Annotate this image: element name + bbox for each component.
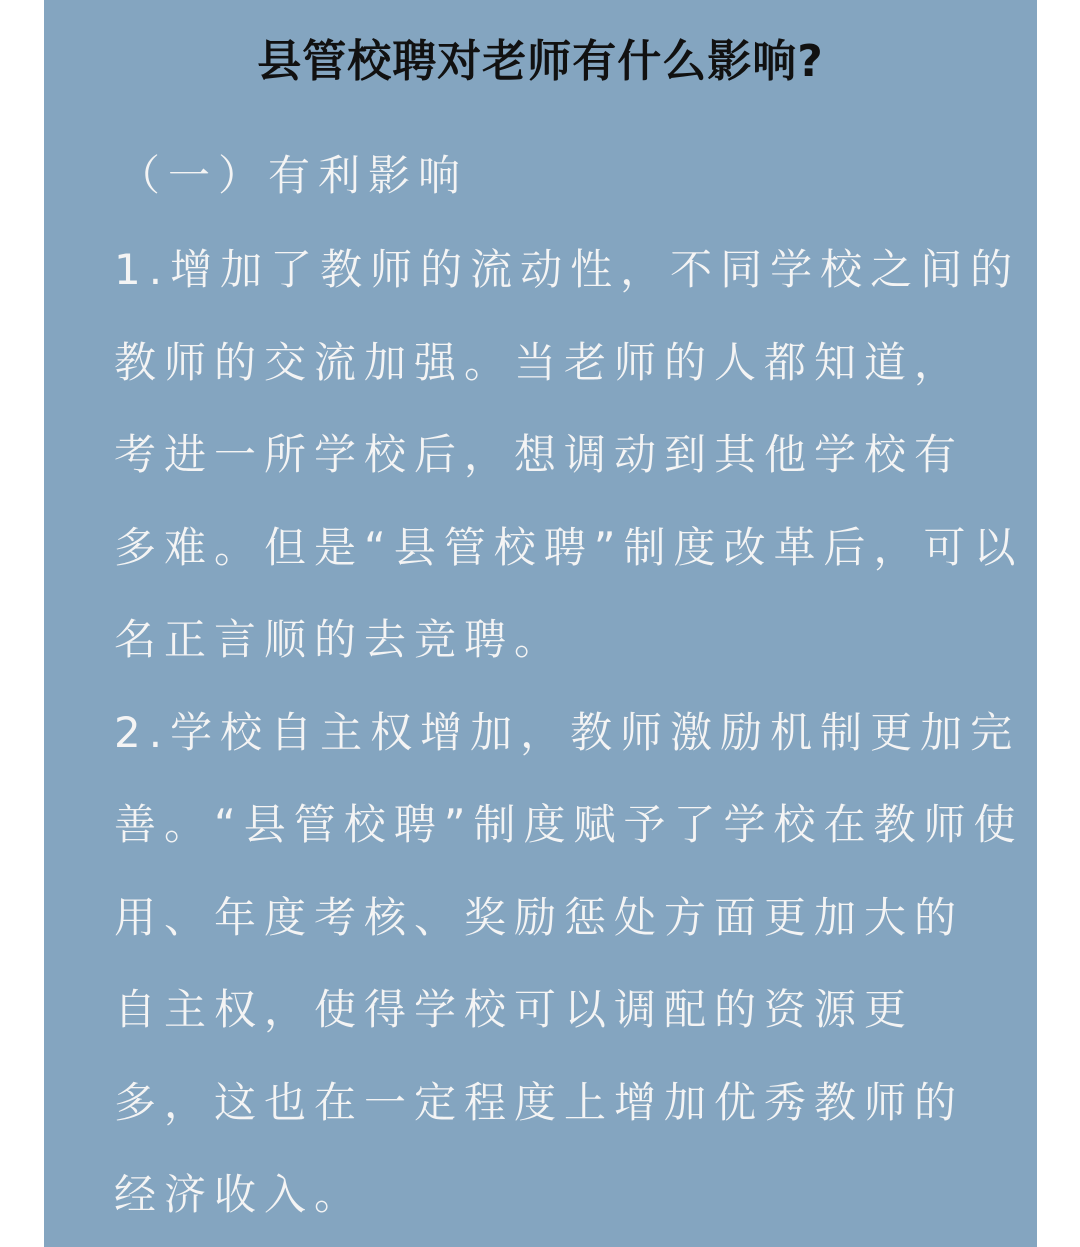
body-line: 用、年度考核、奖励惩处方面更加大的	[114, 892, 965, 942]
body-line: 多，这也在一定程度上增加优秀教师的	[114, 1077, 965, 1127]
body-line: 多难。但是“县管校聘”制度改革后，可以	[114, 522, 1024, 572]
section-heading: （一）有利影响	[118, 151, 469, 200]
body-line: 自主权，使得学校可以调配的资源更	[114, 985, 915, 1034]
body-line: 善。“县管校聘”制度赋予了学校在教师使	[114, 800, 1024, 849]
body-line: 考进一所学校后，想调动到其他学校有	[114, 430, 965, 479]
body-line: 名正言顺的去竞聘。	[114, 615, 565, 664]
article-panel	[44, 0, 1037, 1247]
body-line: 经济收入。	[114, 1170, 365, 1219]
article-body	[114, 240, 1037, 1247]
body-line: 教师的交流加强。当老师的人都知道，	[114, 337, 965, 387]
body-line: 1.增加了教师的流动性，不同学校之间的	[114, 245, 1021, 294]
body-line: 2.学校自主权增加，教师激励机制更加完	[114, 707, 1021, 757]
article-title: 县管校聘对老师有什么影响?	[257, 36, 824, 87]
